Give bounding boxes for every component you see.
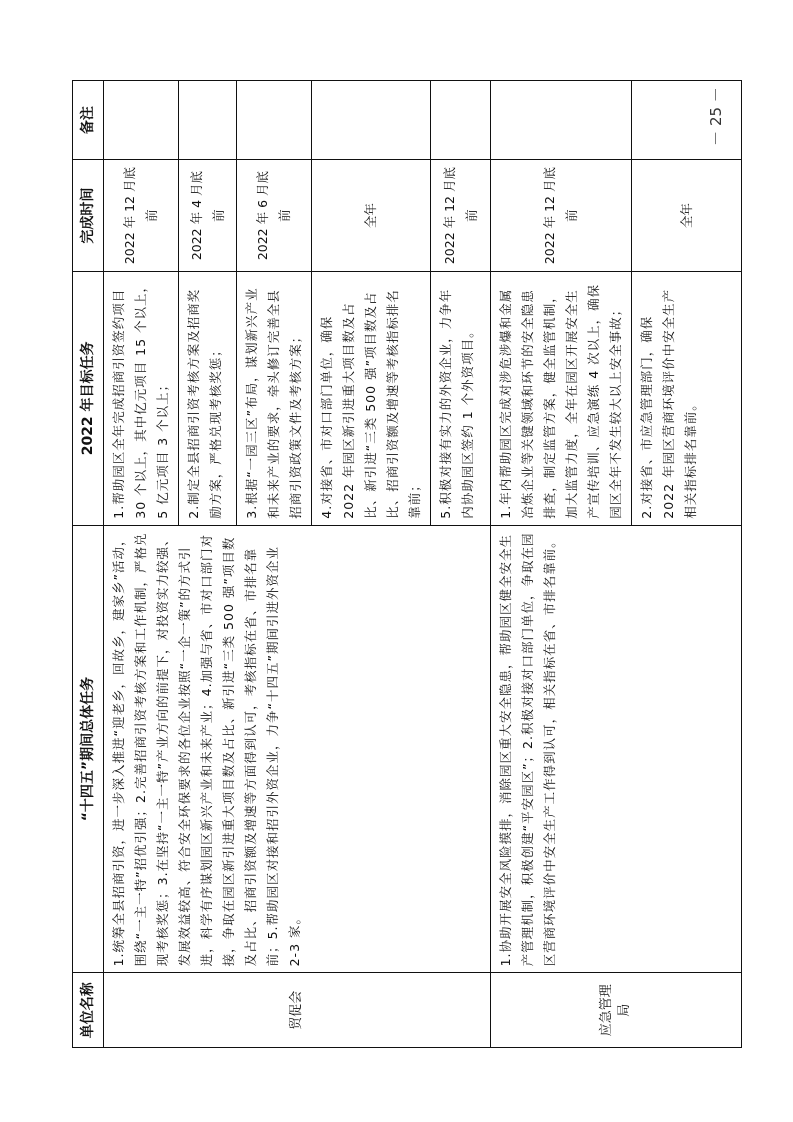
table-row: [491, 81, 632, 1048]
unit-cell: 贸促会: [104, 973, 491, 1048]
time-cell: 全年: [632, 160, 742, 272]
time-cell: 2022 年 6 月底前: [237, 160, 312, 272]
header-target: 2022 年目标任务: [73, 272, 104, 526]
time-cell: 2022 年 12 月底前: [104, 160, 179, 272]
page-number: [700, 86, 730, 146]
rotated-table-container: [72, 80, 720, 1048]
remark-cell: [312, 81, 431, 160]
header-overall: “十四五”期间总体任务: [73, 525, 104, 973]
page-number-text: － 25 －: [706, 86, 725, 146]
target-task-cell: 3.根据“一园三区”布局，谋划新兴产业和未来产业的要求，牵头修订完善全县招商引资政策文件及考核方案；: [237, 272, 312, 526]
unit-cell: 应急管理局: [491, 973, 742, 1048]
time-cell: 2022 年 12 月底前: [431, 160, 491, 272]
remark-cell: [431, 81, 491, 160]
remark-cell: [104, 81, 179, 160]
overall-task-cell: 1.统筹全县招商引资，进一步深入推进“迎老乡，回故乡，建家乡”活动，围绕“一主一特”招优引强；2.完善招商引资考核方案和工作机制，严格兑现考核奖惩；3.在坚持“一主一特”产业方向的前提下，对投资实力较强、发展效益较高、符合安全环保要求的各位企业按照“一企一策”的方式引进，科学有序谋划园区新兴产业和未来产业；4.加强与省、市对口部门对接，争取在园区新引进重大项目数及占比、新引进“三类 500 强”项目数及占比、招商引资额及增速等方面得到认可，考核指标在省、市排名靠前；5.帮助园区对接和招引外资企业，力争“十四五”期间引进外资企业 2-3 家。: [104, 525, 491, 973]
remark-cell: [179, 81, 237, 160]
header-unit: 单位名称: [73, 973, 104, 1048]
header-remark: 备注: [73, 81, 104, 160]
target-task-cell: 4.对接省、市对口部门单位，确保 2022 年园区新引进重大项目数及占比、新引进“三类 500 强”项目数及占比、招商引资额及增速等考核指标排名靠前；: [312, 272, 431, 526]
task-table: [72, 80, 742, 1048]
remark-cell: [491, 81, 632, 160]
overall-task-cell: 1.协助开展安全风险摸排，消除园区重大安全隐患，帮助园区健全安全生产管理机制，积极创建“平安园区”；2.积极对接对口部门单位，争取在园区营商环境评价中安全生产工作得到认可，相关指标在省、市排名靠前。: [491, 525, 742, 973]
time-cell: 2022 年 12 月底前: [491, 160, 632, 272]
target-task-cell: 5.积极对接有实力的外资企业，力争年内协助园区签约 1 个外资项目。: [431, 272, 491, 526]
header-row: [73, 81, 104, 1048]
target-task-cell: 1.年内帮助园区完成对涉危涉爆和金属冶炼企业等关键领域和环节的安全隐患排查，制定监管方案，健全监管机制，加大监管力度，全年在园区开展安全生产宣传培训、应急演练 4 次以上，确保园区全年不发生较大以上安全事故；: [491, 272, 632, 526]
table-row: [104, 81, 179, 1048]
time-cell: 全年: [312, 160, 431, 272]
remark-cell: [237, 81, 312, 160]
target-task-cell: 2.对接省、市应急管理部门，确保 2022 年园区营商环境评价中安全生产相关指标排名靠前。: [632, 272, 742, 526]
target-task-cell: 1.帮助园区全年完成招商引资签约项目 30 个以上，其中亿元项目 15 个以上，5 亿元项目 3 个以上；: [104, 272, 179, 526]
header-time: 完成时间: [73, 160, 104, 272]
time-cell: 2022 年 4 月底前: [179, 160, 237, 272]
target-task-cell: 2.制定全县招商引资考核方案及招商奖励方案，严格兑现考核奖惩；: [179, 272, 237, 526]
